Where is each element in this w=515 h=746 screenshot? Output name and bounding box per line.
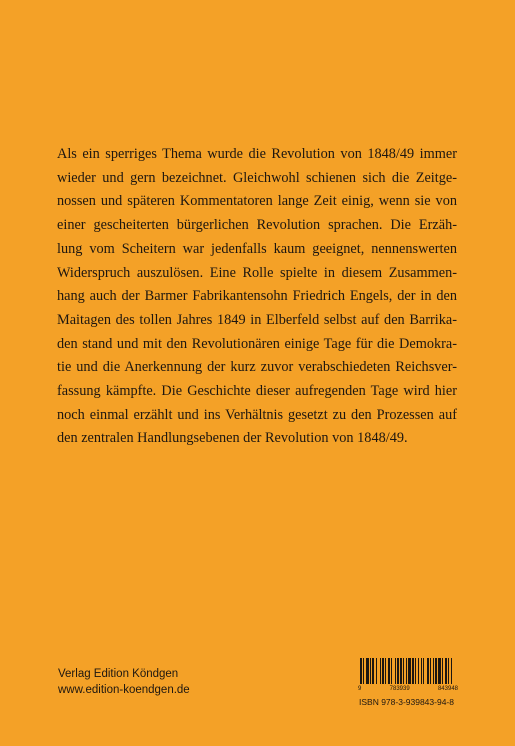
blurb-line: lung vom Scheitern war jedenfalls kaum geeignet, nennenswerten [57, 240, 457, 257]
barcode-bar [363, 658, 364, 684]
barcode-bar [395, 658, 396, 684]
barcode-bar [435, 658, 437, 684]
barcode-bar [406, 658, 407, 684]
barcode-bar [403, 658, 404, 684]
isbn-number: ISBN 978-3-939843-94-8 [359, 697, 454, 707]
barcode-bars [356, 658, 460, 686]
barcode-bar [388, 658, 390, 684]
barcode-bar [427, 658, 429, 684]
blurb-line: den stand und mit den Revolutionären einige Tage für die Demokra- [57, 335, 457, 352]
barcode-digit-group-2: 843948 [437, 686, 458, 692]
barcode-digits [356, 686, 460, 692]
barcode-bar [360, 658, 362, 684]
blurb-line: den zentralen Handlungsebenen der Revolution von 1848/49. [57, 430, 408, 447]
barcode-bar [421, 658, 422, 684]
back-cover-blurb [57, 143, 457, 451]
barcode-bar [415, 658, 416, 684]
barcode-bar [412, 658, 414, 684]
blurb-line: wieder und gern bezeichnet. Gleichwohl schienen sich die Zeitge- [57, 169, 457, 186]
blurb-line: nossen und späteren Kommentatoren lange Zeit einig, wenn sie von [57, 193, 457, 210]
blurb-line: Als ein sperriges Thema wurde die Revolution von 1848/49 immer [57, 146, 457, 162]
blurb-line: noch einmal erzählt und ins Verhältnis gesetzt zu den Prozessen auf [57, 406, 457, 423]
blurb-line: tie und die Anerkennung der kurz zuvor verabschiedeten Reichsver- [57, 359, 457, 376]
barcode-bar [385, 658, 386, 684]
blurb-line: Maitagen des tollen Jahres 1849 in Elberfeld selbst auf den Barrika- [57, 311, 457, 328]
barcode-digit-group-1: 783939 [389, 686, 410, 692]
barcode-bar [438, 658, 441, 684]
barcode-digit-first: 9 [358, 686, 362, 692]
barcode-bar [366, 658, 369, 684]
blurb-line: hang auch der Barmer Fabrikantensohn Friedrich Engels, der in den [57, 288, 457, 305]
barcode-bar [448, 658, 449, 684]
blurb-line: fassung kämpfte. Die Geschichte dieser aufregenden Tage wird hier [57, 383, 457, 400]
barcode-bar [445, 658, 447, 684]
barcode-bar [408, 658, 411, 684]
barcode-bar [397, 658, 399, 684]
barcode-bar [418, 658, 419, 684]
publisher-name: Verlag Edition Köndgen [58, 668, 179, 680]
barcode-bar [433, 658, 434, 684]
barcode-bar [430, 658, 431, 684]
barcode-bar [400, 658, 402, 684]
barcode-bar [391, 658, 392, 684]
barcode-bar [372, 658, 374, 684]
barcode-bar [376, 658, 377, 684]
blurb-line: Widerspruch auszulösen. Eine Rolle spielte in diesem Zusammen- [57, 264, 457, 281]
blurb-line: einer gescheiterten bürgerlichen Revolution sprachen. Die Erzäh- [57, 217, 457, 234]
barcode-bar [370, 658, 371, 684]
publisher-info [58, 666, 190, 698]
barcode-bar [382, 658, 384, 684]
publisher-website: www.edition-koendgen.de [58, 684, 190, 696]
barcode-bar [380, 658, 381, 684]
barcode-bar [423, 658, 424, 684]
barcode-bar [442, 658, 443, 684]
isbn-barcode [356, 658, 460, 692]
barcode-bar [451, 658, 452, 684]
